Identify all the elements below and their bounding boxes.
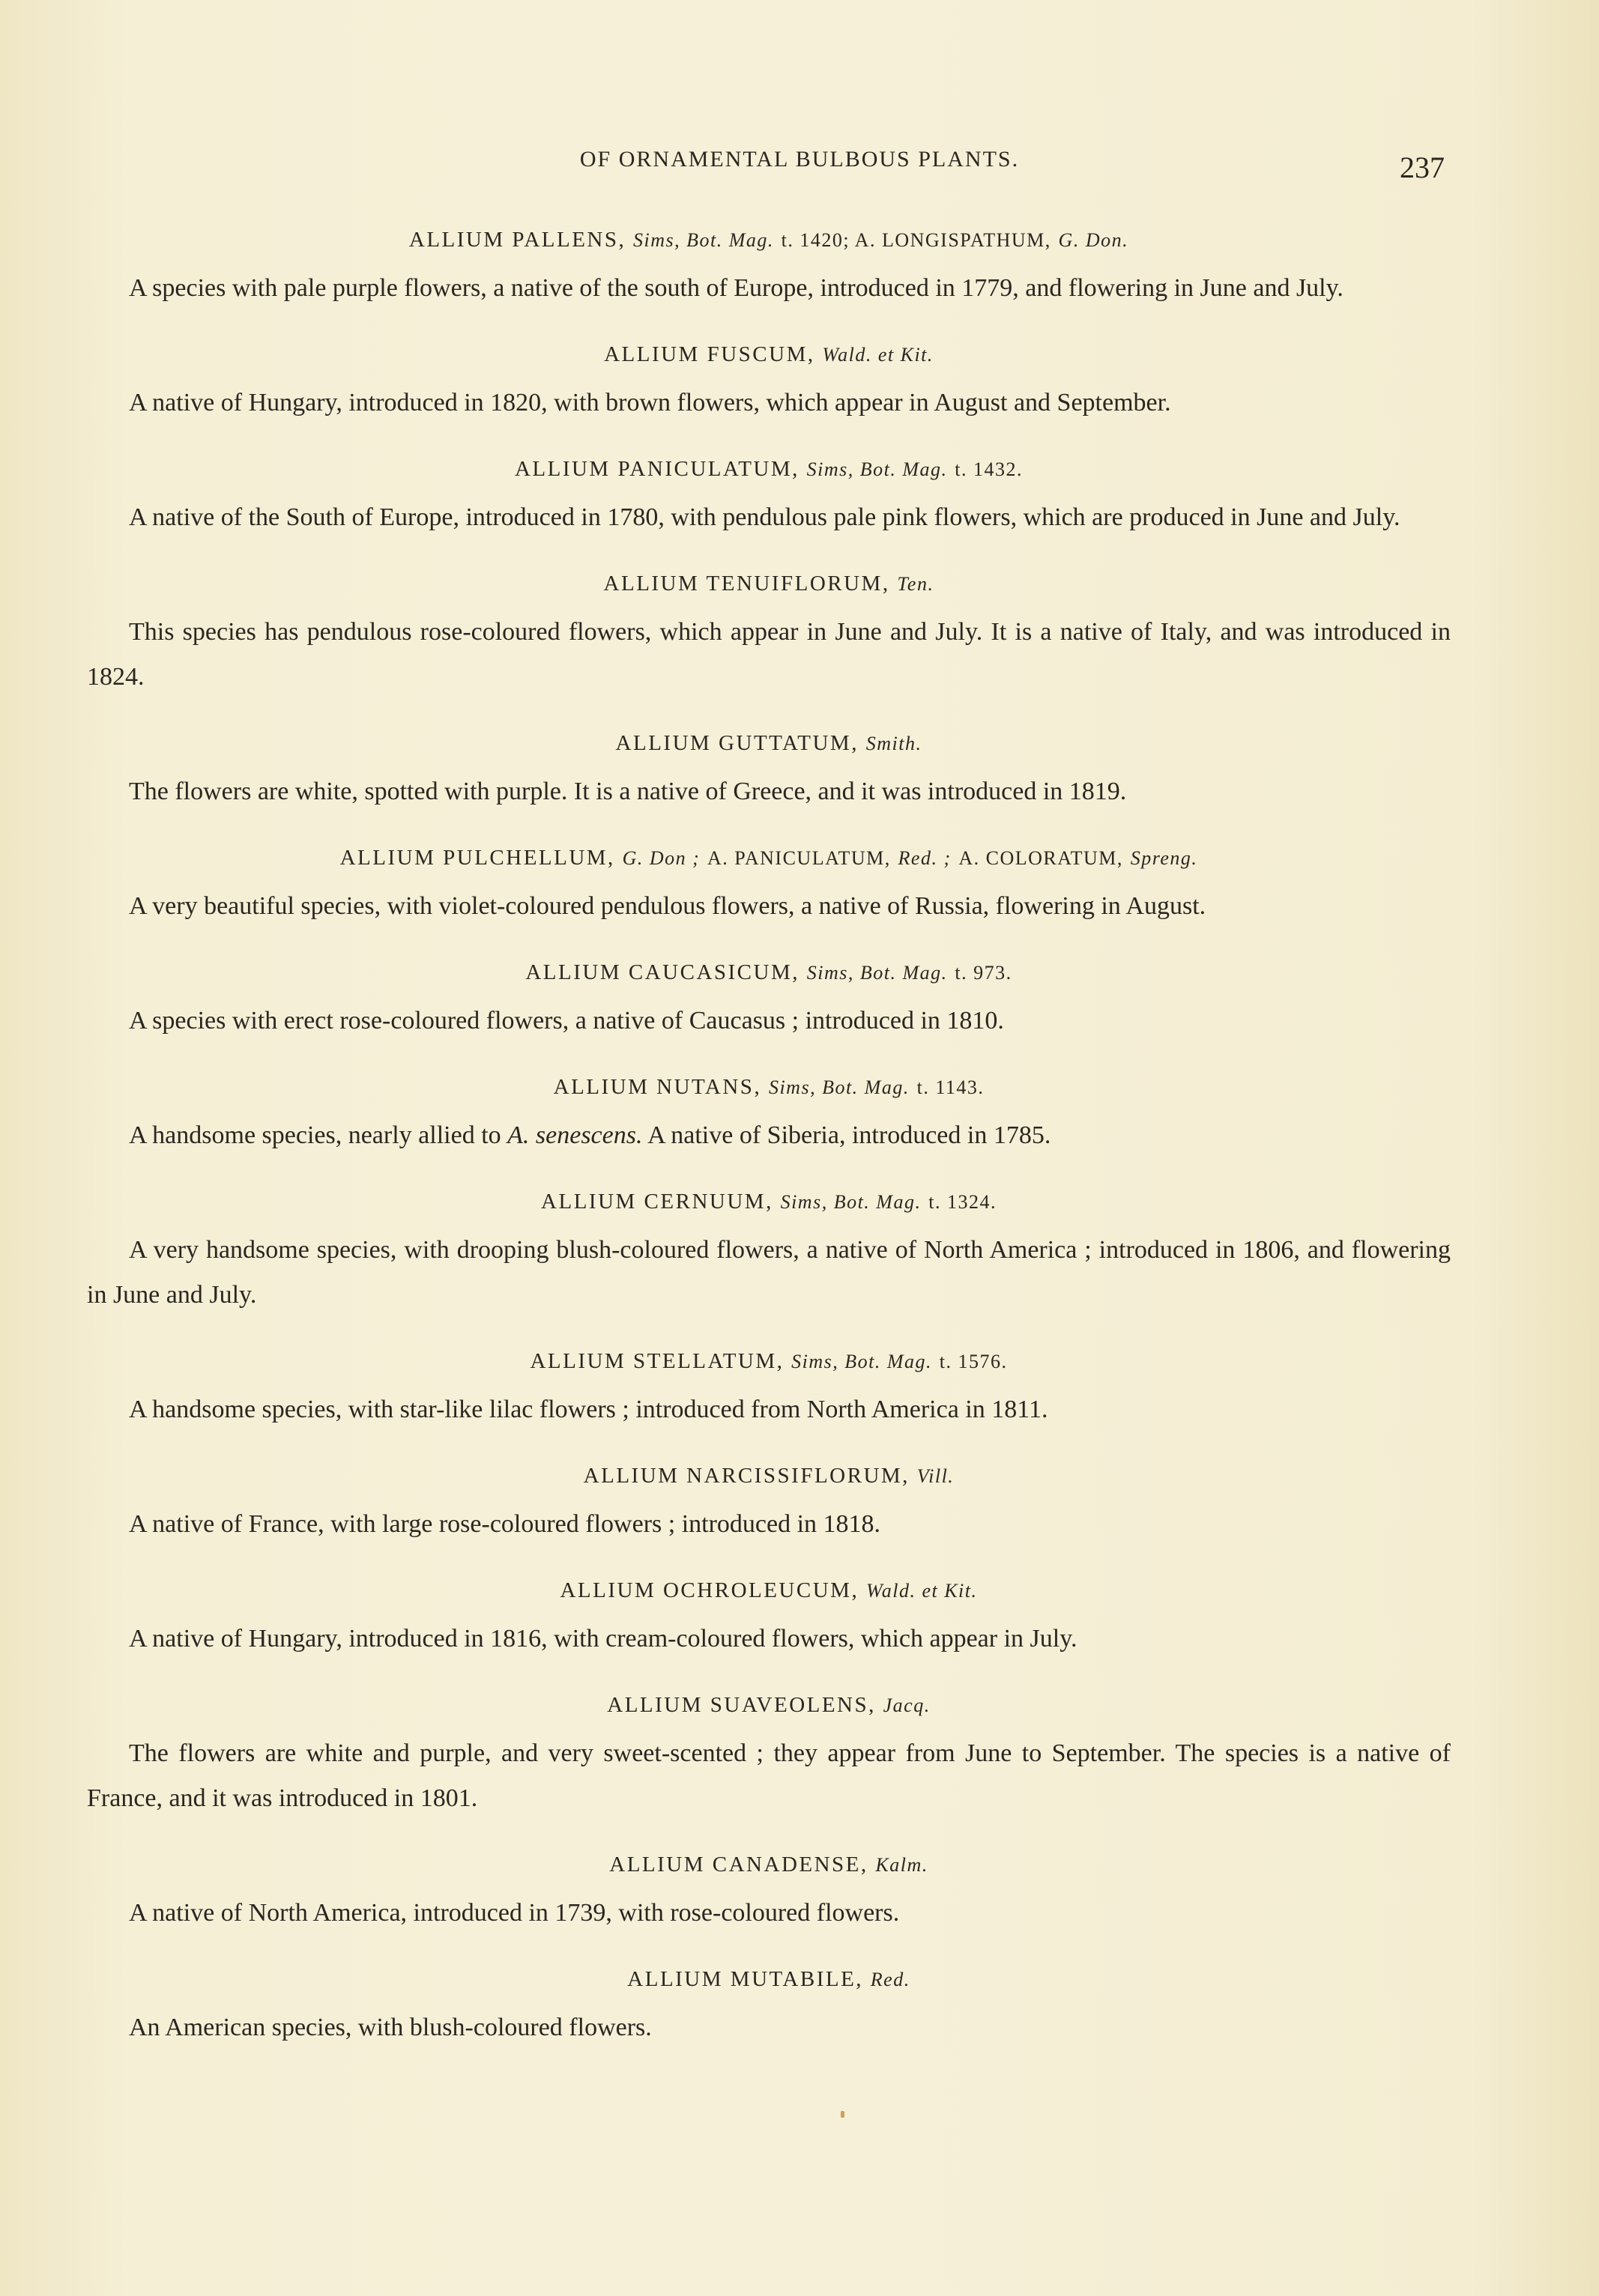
entry-allium-guttatum (87, 728, 1451, 814)
authority: Red. (870, 1969, 910, 1990)
synonym-name: A. COLORATUM, (958, 847, 1123, 869)
species-name: ALLIUM NARCISSIFLORUM, (583, 1464, 910, 1488)
authority: Sims, Bot. Mag. (768, 1076, 910, 1098)
entry-allium-ochroleucum (87, 1575, 1451, 1662)
entry-allium-paniculatum (87, 454, 1451, 540)
page-content (87, 225, 1451, 2079)
authority: Sims, Bot. Mag. (806, 962, 948, 984)
authority: Wald. et Kit. (822, 344, 934, 366)
plate-reference: t. 1420; A. LONGISPATHUM, (781, 229, 1051, 251)
entry-heading (87, 339, 1451, 370)
entry-allium-tenuiflorum (87, 569, 1451, 700)
species-name: ALLIUM STELLATUM, (530, 1349, 785, 1373)
entry-allium-narcissiflorum (87, 1461, 1451, 1547)
entry-description: A species with erect rose-coloured flowers, a native of Caucasus ; introduced in 1810. (129, 1007, 1004, 1035)
synonym-name: A. PANICULATUM, (707, 847, 891, 869)
authority: Smith. (865, 733, 922, 754)
entry-description: A native of the South of Europe, introduced in 1780, with pendulous pale pink flowers, which are produced in June and July. (129, 503, 1400, 531)
authority: Ten. (897, 573, 934, 595)
authority: G. Don ; (622, 847, 701, 869)
entry-heading (87, 1690, 1451, 1721)
entry-description: A handsome species, with star-like lilac flowers ; introduced from North America in 1811. (129, 1396, 1048, 1423)
authority: Vill. (916, 1465, 955, 1487)
entry-description: This species has pendulous rose-coloured flowers, which appear in June and July. It is a native of Italy, and was introduced in 1824. (87, 618, 1451, 691)
entry-heading (87, 1346, 1451, 1377)
species-name: ALLIUM PALLENS, (408, 228, 626, 252)
entry-heading (87, 1187, 1451, 1217)
plate-reference: t. 1143. (916, 1076, 985, 1098)
synonym-authority: Spreng. (1130, 847, 1198, 869)
synonym-authority: Red. ; (898, 847, 952, 869)
entry-heading (87, 1461, 1451, 1491)
running-title: OF ORNAMENTAL BULBOUS PLANTS. (579, 147, 1020, 172)
entry-description: A native of Hungary, introduced in 1816, with cream-coloured flowers, which appear in July. (129, 1625, 1077, 1653)
authority: Wald. et Kit. (865, 1580, 978, 1602)
italic-species-name: A. senescens. (507, 1121, 643, 1149)
entry-description: The flowers are white, spotted with purple. It is a native of Greece, and it was introduced in 1819. (129, 778, 1127, 805)
entry-allium-canadense (87, 1850, 1451, 1936)
entry-allium-cernuum (87, 1187, 1451, 1318)
paper-speck (841, 2111, 844, 2118)
entry-heading (87, 225, 1451, 255)
entry-allium-caucasicum (87, 957, 1451, 1044)
species-name: ALLIUM SUAVEOLENS, (607, 1693, 876, 1717)
entry-description: A native of North America, introduced in 1739, with rose-coloured flowers. (129, 1899, 900, 1927)
species-name: ALLIUM GUTTATUM, (615, 731, 859, 755)
entry-description (87, 1113, 1451, 1158)
species-name: ALLIUM CERNUUM, (541, 1190, 773, 1214)
authority: Sims, Bot. Mag. (780, 1191, 922, 1213)
entry-description: A very handsome species, with drooping blush-coloured flowers, a native of North America ; introduced in 1806, and flowering in June and July. (87, 1236, 1451, 1309)
authority: Sims, Bot. Mag. (633, 229, 774, 251)
plate-reference: t. 1324. (928, 1191, 997, 1213)
page-number: 237 (1400, 151, 1445, 184)
entry-heading (87, 843, 1451, 873)
entry-allium-fuscum (87, 339, 1451, 425)
entry-description: An American species, with blush-coloured flowers. (129, 2014, 652, 2041)
plate-reference: t. 1432. (955, 458, 1024, 480)
description-text: A handsome species, nearly allied to (129, 1121, 501, 1149)
entry-allium-suaveolens (87, 1690, 1451, 1821)
entry-heading (87, 957, 1451, 988)
species-name: ALLIUM CAUCASICUM, (525, 960, 800, 984)
entry-description: A native of Hungary, introduced in 1820, with brown flowers, which appear in August and September. (129, 389, 1171, 417)
species-name: ALLIUM MUTABILE, (627, 1967, 864, 1991)
synonym-authority: G. Don. (1058, 229, 1129, 251)
entry-allium-pallens (87, 225, 1451, 311)
entry-allium-mutabile (87, 1964, 1451, 2050)
species-name: ALLIUM OCHROLEUCUM, (560, 1578, 859, 1602)
plate-reference: t. 973. (955, 962, 1012, 984)
entry-allium-nutans (87, 1072, 1451, 1158)
entry-heading (87, 1850, 1451, 1880)
entry-description: The flowers are white and purple, and very sweet-scented ; they appear from June to September. The species is a native of France, and it was introduced in 1801. (87, 1739, 1451, 1812)
entry-allium-pulchellum (87, 843, 1451, 929)
plate-reference: t. 1576. (939, 1351, 1008, 1372)
authority: Sims, Bot. Mag. (791, 1351, 933, 1372)
entry-heading (87, 1072, 1451, 1103)
entry-heading (87, 728, 1451, 759)
description-text: A native of Siberia, introduced in 1785. (647, 1121, 1051, 1149)
species-name: ALLIUM FUSCUM, (604, 342, 815, 366)
authority: Kalm. (875, 1854, 928, 1876)
entry-allium-stellatum (87, 1346, 1451, 1432)
species-name: ALLIUM TENUIFLORUM, (603, 572, 890, 596)
authority: Sims, Bot. Mag. (806, 458, 948, 480)
species-name: ALLIUM PANICULATUM, (514, 457, 800, 481)
entry-heading (87, 454, 1451, 485)
entry-heading (87, 1964, 1451, 1995)
entry-description: A very beautiful species, with violet-coloured pendulous flowers, a native of Russia, flowering in August. (129, 892, 1206, 920)
entry-description: A native of France, with large rose-coloured flowers ; introduced in 1818. (129, 1510, 881, 1538)
species-name: ALLIUM CANADENSE, (609, 1853, 868, 1877)
entry-heading (87, 569, 1451, 599)
species-name: ALLIUM PULCHELLUM, (339, 846, 615, 870)
species-name: ALLIUM NUTANS, (553, 1075, 762, 1099)
entry-description: A species with pale purple flowers, a native of the south of Europe, introduced in 1779, and flowering in June and July. (129, 274, 1343, 302)
authority: Jacq. (883, 1694, 931, 1716)
entry-heading (87, 1575, 1451, 1606)
